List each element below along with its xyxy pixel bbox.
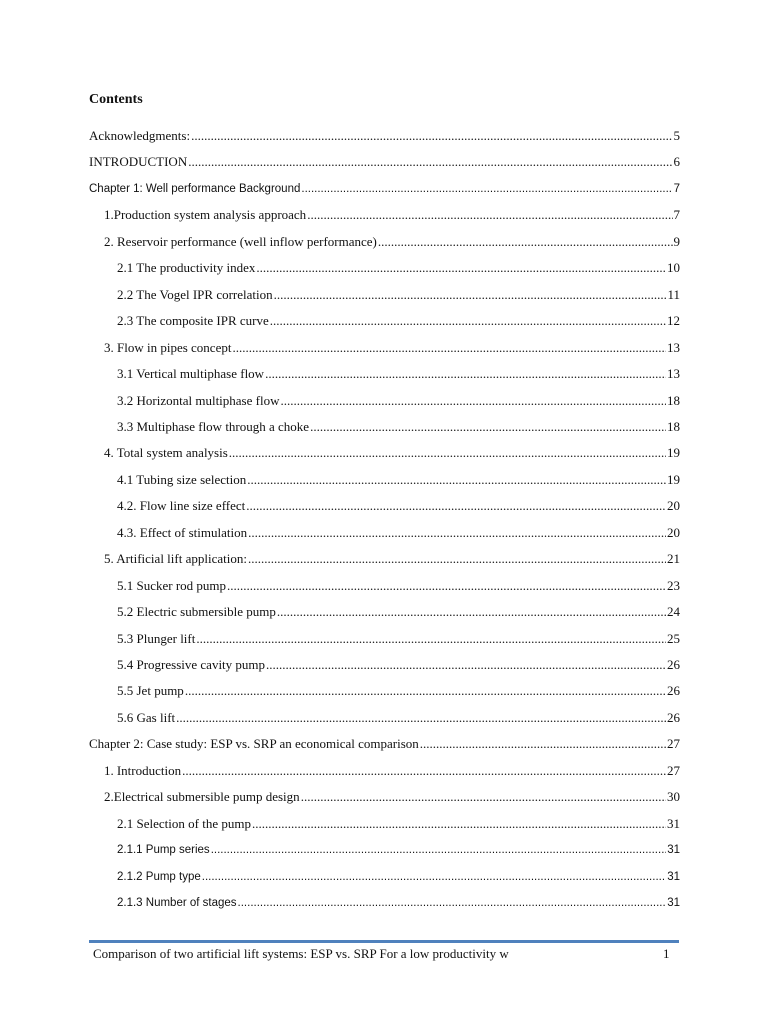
toc-entry-label: INTRODUCTION (89, 154, 188, 170)
toc-entry-label: 3.1 Vertical multiphase flow (117, 366, 265, 382)
toc-entry-label: 2. Reservoir performance (well inflow performance) (104, 233, 377, 249)
toc-entry[interactable] (117, 682, 680, 700)
toc-entry[interactable] (117, 630, 680, 648)
toc-entry[interactable] (117, 497, 680, 515)
toc-entry[interactable] (104, 233, 680, 251)
toc-entry-label: 3.2 Horizontal multiphase flow (117, 392, 280, 408)
toc-dot-leader (252, 815, 666, 833)
toc-dot-leader (378, 233, 673, 251)
toc-entry[interactable] (104, 206, 680, 224)
toc-dot-leader (301, 788, 666, 806)
toc-entry[interactable] (117, 365, 680, 383)
toc-entry[interactable] (117, 841, 680, 859)
toc-entry-page: 26 (667, 683, 680, 699)
toc-entry-page: 19 (667, 445, 680, 461)
toc-entry-label: 2.1.1 Pump series (117, 844, 210, 857)
toc-entry-page: 26 (667, 657, 680, 672)
toc-entry-label: 5.6 Gas lift (117, 709, 176, 725)
toc-dot-leader (274, 286, 667, 304)
toc-dot-leader (185, 682, 666, 700)
toc-entry-page: 19 (667, 471, 680, 487)
toc-entry-page: 30 (667, 789, 680, 805)
toc-entry-label: 2.2 The Vogel IPR correlation (117, 286, 273, 302)
toc-entry-label: 2.1 Selection of the pump (117, 815, 251, 831)
toc-dot-leader (247, 471, 666, 489)
toc-dot-leader (420, 735, 666, 753)
toc-entry[interactable] (117, 868, 680, 886)
toc-dot-leader (307, 206, 672, 224)
toc-entry-page: 31 (667, 815, 680, 831)
toc-dot-leader (310, 418, 666, 436)
toc-entry[interactable] (117, 577, 680, 595)
toc-entry[interactable] (104, 339, 680, 357)
toc-entry-page: 23 (667, 577, 680, 593)
toc-entry-label: 4.2. Flow line size effect (117, 498, 246, 514)
toc-entry-page: 26 (667, 709, 680, 725)
toc-entry[interactable] (117, 524, 680, 542)
toc-entry-label: 3.3 Multiphase flow through a choke (117, 418, 310, 434)
toc-dot-leader (277, 603, 666, 621)
toc-entry[interactable] (117, 259, 680, 277)
toc-dot-leader (176, 709, 666, 727)
toc-entry-label: 5. Artificial lift application: (104, 551, 247, 567)
toc-entry-page: 18 (667, 418, 680, 434)
toc-entry-page: 31 (667, 870, 680, 883)
toc-entry[interactable] (117, 656, 680, 674)
toc-entry-page: 5 (673, 128, 680, 143)
toc-dot-leader (211, 841, 667, 859)
toc-entry-label: Introduction (116, 762, 182, 778)
toc-entry[interactable] (104, 762, 680, 780)
toc-entry[interactable] (117, 312, 680, 330)
toc-entry-page: 7 (673, 182, 680, 195)
toc-entry-label: 5.5 Jet pump (117, 683, 184, 699)
toc-dot-leader (246, 497, 666, 515)
toc-entry-label: 5.2 Electric submersible pump (117, 604, 276, 620)
toc-entry-number: 2. (104, 789, 114, 805)
toc-entry[interactable] (117, 286, 680, 304)
toc-dot-leader (301, 180, 672, 198)
toc-dot-leader (182, 762, 666, 780)
toc-dot-leader (256, 259, 666, 277)
footer-title: Comparison of two artificial lift systems: ESP vs. SRP For a low productivity w (93, 946, 509, 961)
toc-dot-leader (188, 153, 672, 171)
toc-entry-label: 2.1.2 Pump type (117, 870, 201, 883)
toc-entry-label: 4. Total system analysis (104, 445, 228, 461)
toc-entry-page: 7 (673, 207, 680, 223)
toc-entry-page: 20 (667, 498, 680, 514)
footer-rule (89, 940, 679, 943)
toc-entry-page: 24 (667, 604, 680, 620)
toc-entry[interactable] (104, 550, 680, 568)
toc-entry-page: 27 (667, 762, 680, 778)
toc-dot-leader (270, 312, 666, 330)
toc-dot-leader (202, 868, 666, 886)
toc-entry-label: 5.3 Plunger lift (117, 630, 196, 646)
toc-entry-page: 21 (667, 551, 680, 567)
toc-entry-label: Production system analysis approach (113, 207, 307, 223)
toc-entry-page: 11 (667, 286, 680, 302)
toc-entry-page: 12 (667, 313, 680, 329)
toc-entry[interactable] (89, 153, 680, 171)
toc-entry[interactable] (117, 471, 680, 489)
toc-entry-label: 2.1 The productivity index (117, 260, 256, 276)
toc-entry-label: 2.1.3 Number of stages (117, 897, 237, 910)
toc-entry-page: 20 (667, 524, 680, 540)
toc-dot-leader (227, 577, 666, 595)
toc-dot-leader (265, 365, 666, 383)
toc-dot-leader (266, 656, 666, 674)
toc-entry-label: Electrical submersible pump design (113, 789, 300, 805)
toc-entry[interactable] (117, 603, 680, 621)
toc-entry-page: 6 (673, 154, 680, 170)
toc-entry[interactable] (89, 735, 680, 753)
toc-entry[interactable] (89, 180, 680, 198)
toc-entry-label: 4.1 Tubing size selection (117, 471, 247, 487)
toc-entry-label: Acknowledgments: (89, 128, 191, 143)
toc-entry[interactable] (117, 418, 680, 436)
toc-entry-page: 9 (673, 233, 680, 249)
toc-dot-leader (248, 524, 666, 542)
toc-entry-page: 13 (667, 366, 680, 382)
toc-entry[interactable] (104, 444, 680, 462)
toc-entry[interactable] (117, 709, 680, 727)
toc-entry-page: 25 (667, 630, 680, 646)
toc-entry-label: 2.3 The composite IPR curve (117, 313, 269, 329)
toc-entry-label: Chapter 1: Well performance Background (89, 182, 301, 195)
toc-entry[interactable] (104, 788, 680, 806)
toc-entry[interactable] (117, 815, 680, 833)
toc-entry-label: 5.4 Progressive cavity pump (117, 657, 266, 672)
toc-dot-leader (191, 127, 672, 145)
toc-entry-page: 31 (667, 897, 680, 910)
toc-entry-label: 3. Flow in pipes concept (104, 339, 232, 355)
toc-dot-leader (232, 339, 666, 357)
toc-entry[interactable] (89, 127, 680, 145)
toc-dot-leader (238, 894, 667, 912)
toc-heading: Contents (89, 92, 143, 107)
toc-entry-number: 1. (104, 207, 114, 223)
toc-entry-page: 10 (667, 260, 680, 276)
toc-entry-page: 31 (667, 844, 680, 857)
toc-entry-number: 1. (104, 762, 114, 778)
footer-page-number: 1 (663, 946, 670, 961)
toc-dot-leader (280, 392, 666, 410)
toc-entry-label: 5.1 Sucker rod pump (117, 577, 227, 593)
toc-entry-page: 27 (667, 736, 680, 752)
toc-entry-page: 18 (667, 392, 680, 408)
toc-entry-page: 13 (667, 339, 680, 355)
toc-entry[interactable] (117, 392, 680, 410)
toc-entry-label: 4.3. Effect of stimulation (117, 524, 248, 540)
toc-dot-leader (196, 630, 666, 648)
toc-dot-leader (229, 444, 666, 462)
toc-entry-label: Chapter 2: Case study: ESP vs. SRP an economical comparison (89, 736, 419, 752)
toc-entry[interactable] (117, 894, 680, 912)
toc-dot-leader (248, 550, 666, 568)
